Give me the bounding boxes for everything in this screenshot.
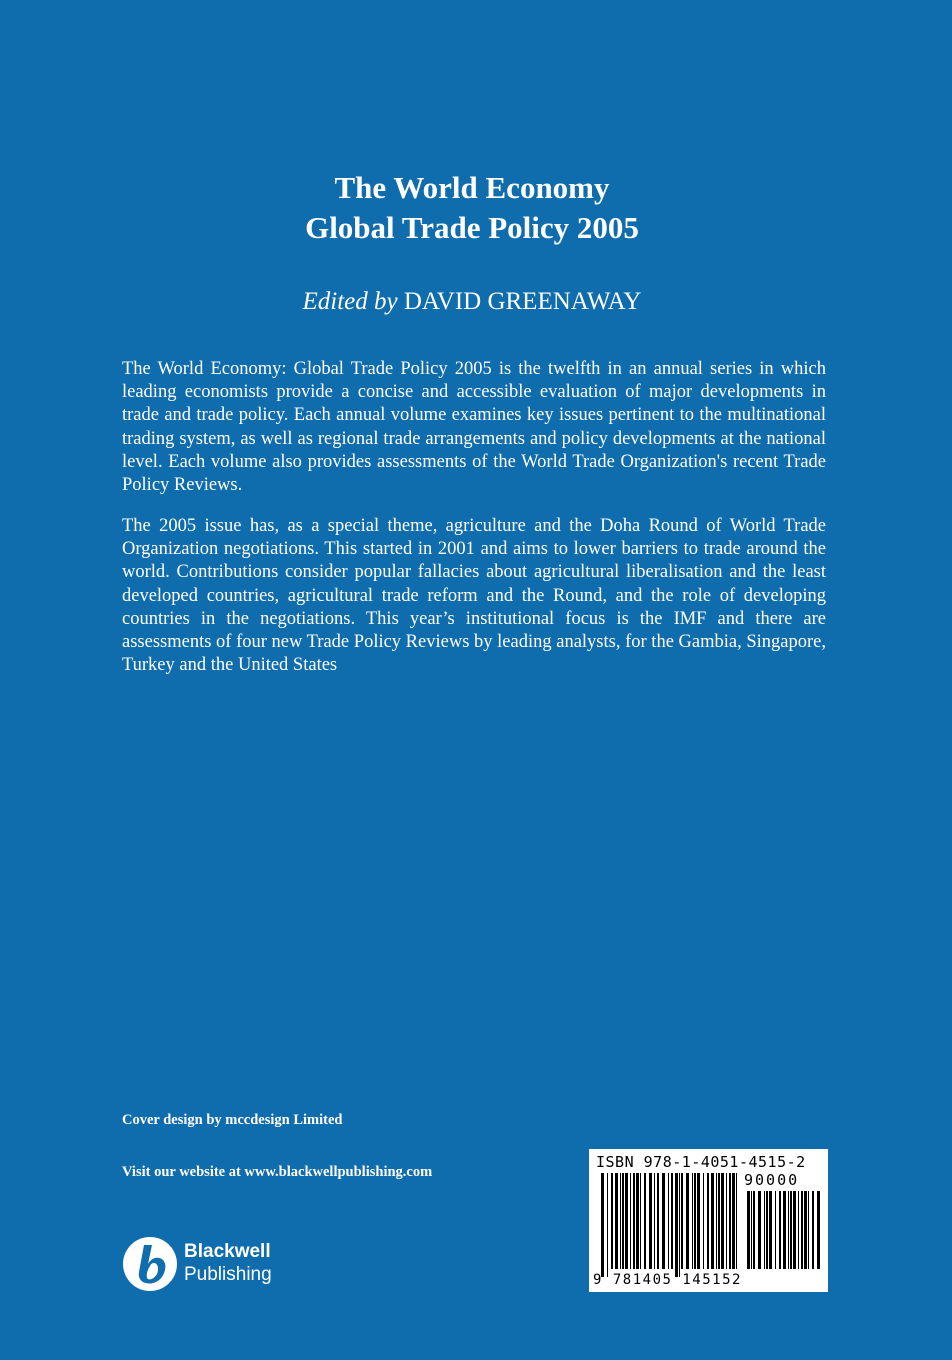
barcode-bar xyxy=(630,1173,631,1269)
barcode-bar xyxy=(812,1191,814,1269)
editor-credit xyxy=(0,286,944,318)
addon-barcode xyxy=(747,1191,821,1277)
edited-by-label: Edited by xyxy=(302,288,398,315)
barcode-bar xyxy=(783,1191,786,1269)
publisher-name-line-2: Publishing xyxy=(184,1264,272,1285)
barcode-bar xyxy=(622,1173,624,1269)
barcode-bar xyxy=(726,1173,727,1269)
barcode-bar xyxy=(788,1191,789,1269)
barcode-bar xyxy=(654,1173,655,1269)
barcode-bar xyxy=(694,1173,696,1269)
barcode-bar xyxy=(644,1173,646,1269)
barcode-bar xyxy=(657,1173,659,1269)
blackwell-b-logo-icon xyxy=(122,1236,178,1292)
barcode-bar xyxy=(729,1173,731,1269)
barcode-bar xyxy=(721,1173,724,1269)
barcode-bar xyxy=(764,1191,765,1269)
blurb-text-1: The World Economy: Global Trade Policy 2005 is the twelfth in an annual series in which leading economists provide a concise and accessible evaluation of major developments in trade and trade policy. Each annual volume examines key issues pertinent to the multinational trading system, as well as regional trade arrangements and policy developments at the national level. Each volume also provides assessments of the World Trade Organization's recent Trade Policy Reviews. xyxy=(122,359,826,496)
barcode-bar xyxy=(817,1191,820,1269)
barcode-bar xyxy=(718,1173,720,1269)
barcode-bar xyxy=(611,1173,613,1269)
barcode-bar xyxy=(675,1173,678,1277)
barcode-bar xyxy=(711,1173,714,1269)
price-code: 90000 xyxy=(744,1171,800,1189)
barcode-bar xyxy=(766,1191,768,1269)
editor-name: DAVID GREENAWAY xyxy=(403,288,642,315)
barcode-bar xyxy=(679,1173,680,1277)
barcode-bar xyxy=(681,1173,683,1269)
barcode-bar xyxy=(779,1191,781,1269)
barcode-bar xyxy=(671,1173,673,1269)
barcode-bar xyxy=(703,1173,704,1269)
barcode-bar xyxy=(625,1173,628,1269)
barcode-bar xyxy=(801,1191,803,1269)
barcode-bar xyxy=(716,1173,717,1269)
cover-design-credit: Cover design by mccdesign Limited xyxy=(122,1112,343,1128)
book-title xyxy=(0,168,944,248)
barcode-panel xyxy=(589,1149,828,1292)
barcode-bar xyxy=(668,1173,669,1269)
barcode-bar xyxy=(633,1173,635,1269)
barcode-bar xyxy=(808,1191,809,1269)
barcode-bar xyxy=(747,1191,750,1269)
barcode-bar xyxy=(769,1191,772,1269)
barcode-bar xyxy=(707,1173,709,1269)
barcode-bar xyxy=(615,1173,618,1269)
barcode-bar xyxy=(775,1191,776,1269)
barcode-bar xyxy=(692,1173,693,1269)
barcode-bar xyxy=(798,1191,799,1269)
title-line-1: The World Economy xyxy=(334,170,610,205)
barcode-bar xyxy=(662,1173,665,1269)
barcode-bar xyxy=(758,1191,761,1269)
barcode-bar xyxy=(751,1191,752,1269)
blurb-text-2: The 2005 issue has, as a special theme, agriculture and the Doha Round of World Trade Organization negotiations. This started in 2001 and aims to lower barriers to trade around the world. Contributions consider popular fallacies about agricultural liberalisation and the least developed countries, agricultural trade reform and the Round, and the role of developing countries in the negotiations. This year’s institutional focus is the IMF and there are assessments of four new Trade Policy Reviews by leading analysts, for the Gambia, Singapore, Turkey and the United States xyxy=(122,516,826,676)
title-line-2: Global Trade Policy 2005 xyxy=(305,210,639,245)
barcode-bar xyxy=(686,1173,689,1269)
barcode-digits: 9 781405 145152 xyxy=(593,1272,742,1288)
barcode-bar xyxy=(640,1173,641,1269)
barcode-bar xyxy=(601,1173,604,1277)
barcode-bar xyxy=(793,1191,796,1269)
barcode-bar xyxy=(636,1173,639,1269)
barcode-bar xyxy=(607,1173,608,1277)
barcode-bar xyxy=(790,1191,792,1269)
barcode-bar xyxy=(697,1173,700,1269)
ean-barcode xyxy=(601,1173,741,1277)
barcode-bar xyxy=(736,1173,737,1269)
blurb-paragraph-1 xyxy=(122,358,826,497)
isbn-number: ISBN 978-1-4051-4515-2 xyxy=(596,1153,806,1171)
publisher-name-line-1: Blackwell xyxy=(184,1241,271,1262)
website-link: Visit our website at www.blackwellpublishing.com xyxy=(122,1164,433,1180)
barcode-bar xyxy=(732,1173,735,1269)
barcode-bar xyxy=(753,1191,755,1269)
blurb-paragraph-2 xyxy=(122,515,826,677)
publisher-name xyxy=(184,1240,272,1286)
barcode-bar xyxy=(649,1173,652,1269)
barcode-bar xyxy=(804,1191,807,1269)
barcode-bar xyxy=(620,1173,621,1269)
